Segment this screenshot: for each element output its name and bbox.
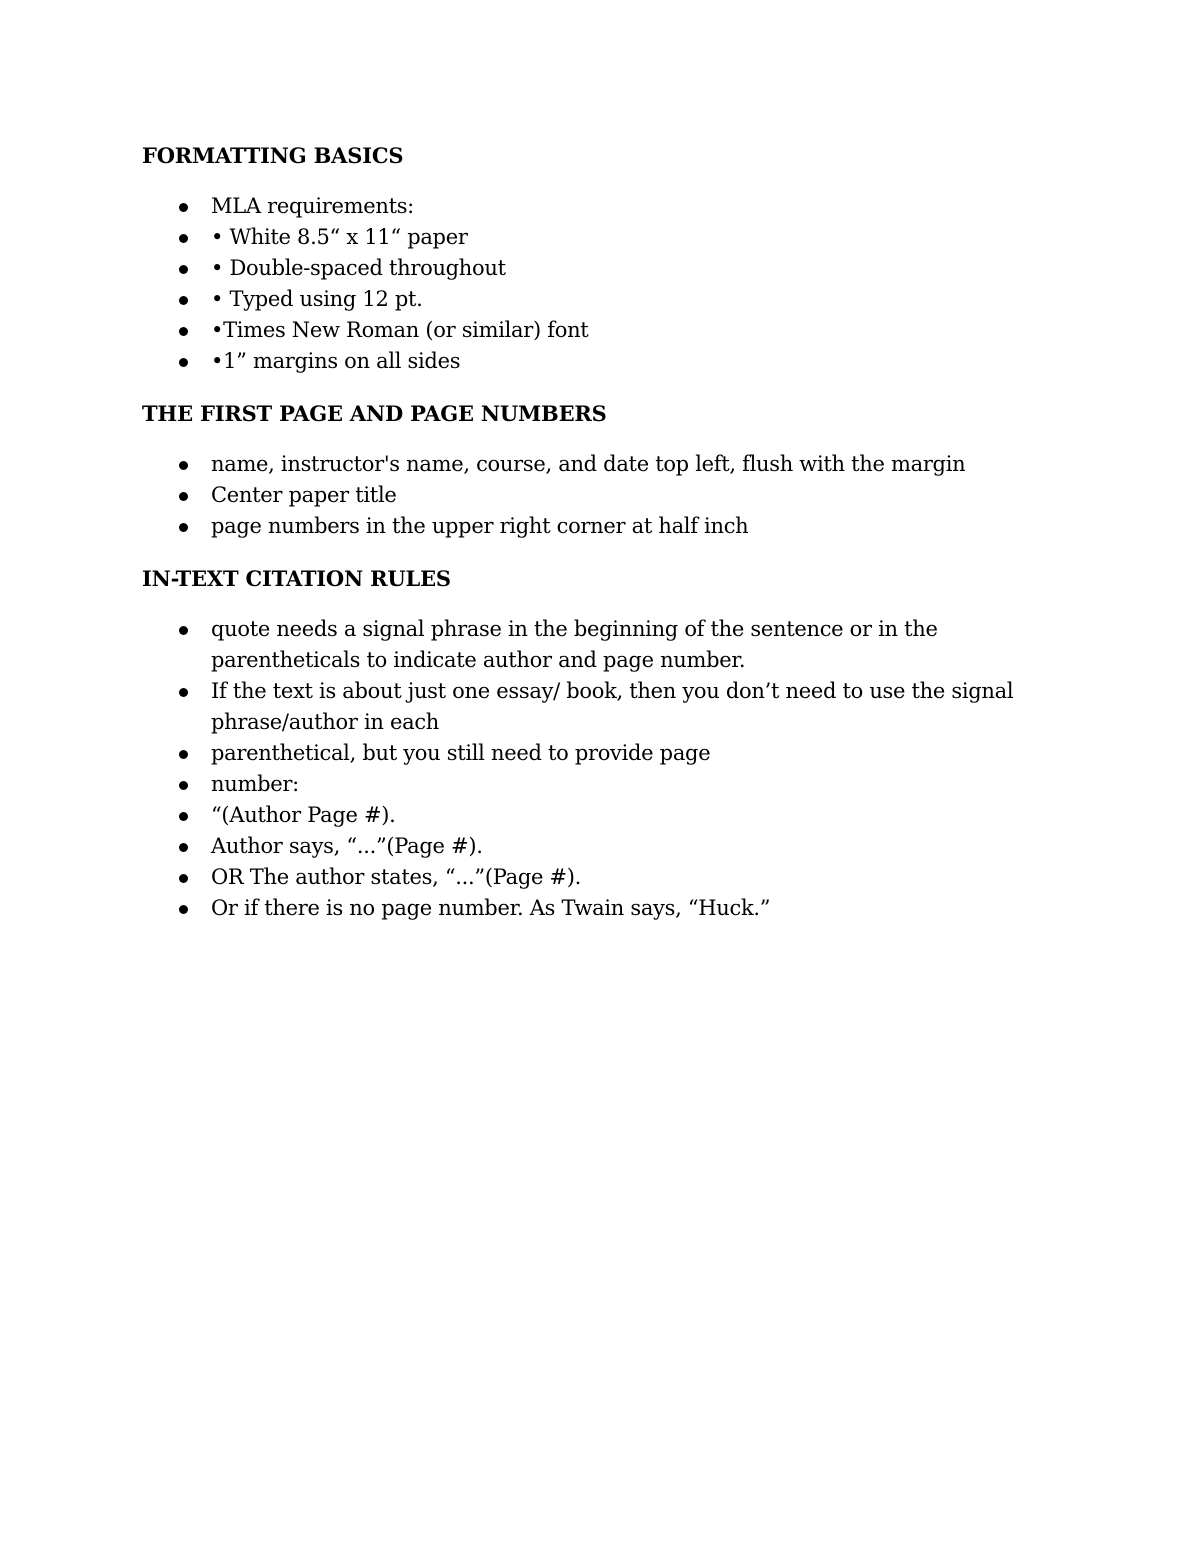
list-item: MLA requirements: <box>142 191 1042 222</box>
bullet-icon <box>179 265 188 274</box>
document-content <box>142 140 1042 945</box>
list-item: • White 8.5“ x 11“ paper <box>142 222 1042 253</box>
list-item: Center paper title <box>142 480 1042 511</box>
list-item: number: <box>142 769 1042 800</box>
formatting-basics-list <box>142 191 1042 377</box>
section-heading-in-text-citation: IN-TEXT CITATION RULES <box>142 566 451 591</box>
list-item: • Typed using 12 pt. <box>142 284 1042 315</box>
bullet-icon <box>179 234 188 243</box>
list-item: Or if there is no page number. As Twain says, “Huck.” <box>142 893 1042 924</box>
list-item: Author says, “...”(Page #). <box>142 831 1042 862</box>
list-item: •1” margins on all sides <box>142 346 1042 377</box>
list-item: •Times New Roman (or similar) font <box>142 315 1042 346</box>
section-heading-formatting-basics: FORMATTING BASICS <box>142 143 404 168</box>
list-item: quote needs a signal phrase in the beginning of the sentence or in the parentheticals to indicate author and page number. <box>142 614 1042 676</box>
bullet-icon <box>179 874 188 883</box>
bullet-icon <box>179 492 188 501</box>
list-item: page numbers in the upper right corner at half inch <box>142 511 1042 542</box>
bullet-icon <box>179 905 188 914</box>
list-item: parenthetical, but you still need to provide page <box>142 738 1042 769</box>
bullet-icon <box>179 327 188 336</box>
section-heading-first-page: THE FIRST PAGE AND PAGE NUMBERS <box>142 401 607 426</box>
first-page-list <box>142 449 1042 542</box>
bullet-icon <box>179 781 188 790</box>
bullet-icon <box>179 688 188 697</box>
list-item: If the text is about just one essay/ book, then you don’t need to use the signal phrase/author in each <box>142 676 1042 738</box>
bullet-icon <box>179 461 188 470</box>
bullet-icon <box>179 843 188 852</box>
bullet-icon <box>179 358 188 367</box>
list-item: name, instructor's name, course, and date top left, flush with the margin <box>142 449 1042 480</box>
in-text-citation-list <box>142 614 1042 924</box>
bullet-icon <box>179 812 188 821</box>
list-item: “(Author Page #). <box>142 800 1042 831</box>
list-item: OR The author states, “...”(Page #). <box>142 862 1042 893</box>
bullet-icon <box>179 296 188 305</box>
bullet-icon <box>179 626 188 635</box>
bullet-icon <box>179 523 188 532</box>
bullet-icon <box>179 750 188 759</box>
bullet-icon <box>179 203 188 212</box>
list-item: • Double-spaced throughout <box>142 253 1042 284</box>
